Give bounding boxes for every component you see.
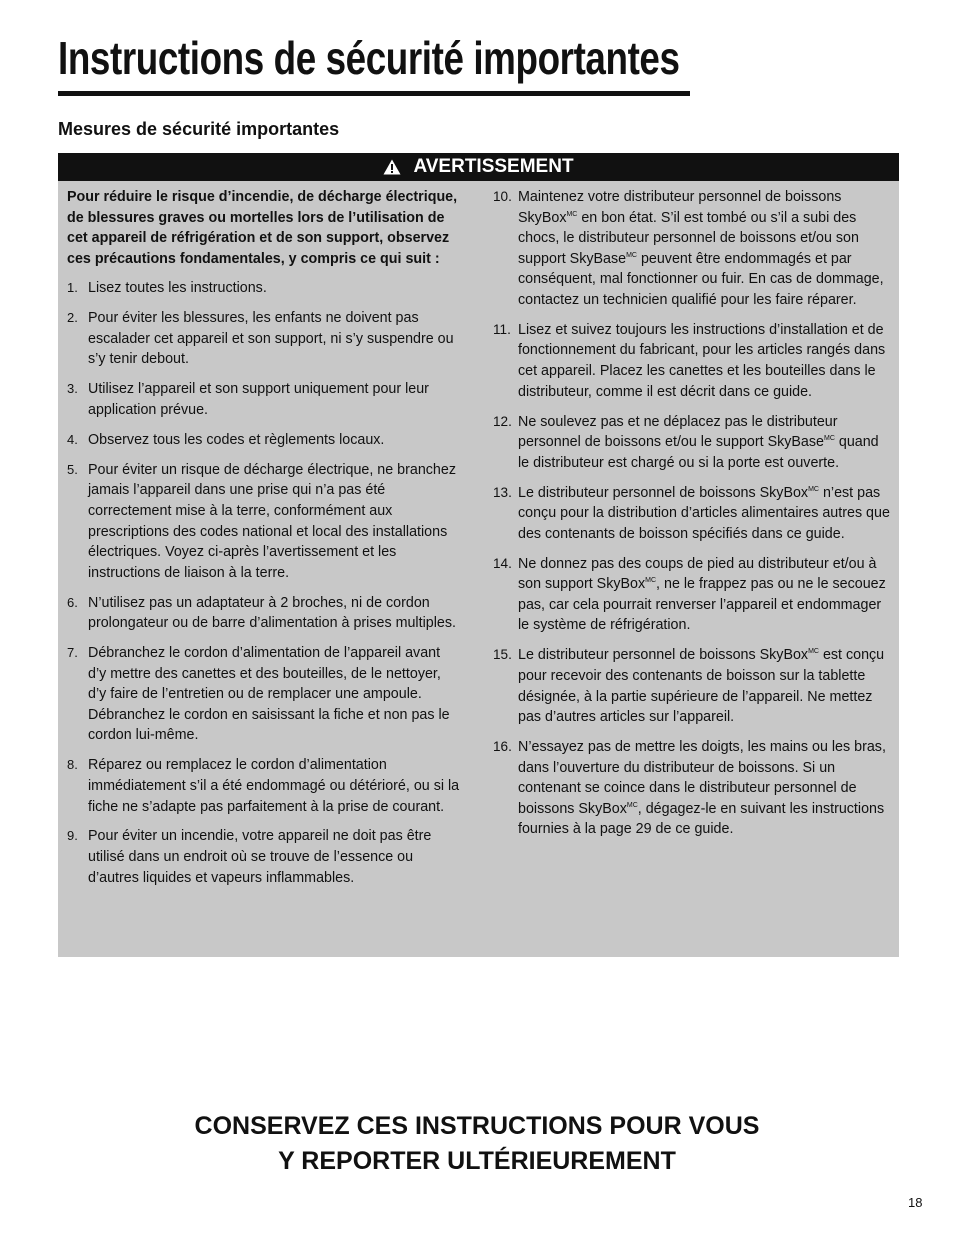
list-item: [495, 483, 893, 545]
item-text: Pour éviter les blessures, les enfants ne doivent pas escalader cet appareil et son support, ni s’y suspendre ou s’y tenir debout.: [88, 310, 454, 368]
item-text: [518, 414, 879, 471]
item-text-part: Maintenez votre distributeur personnel de boissons SkyBox: [518, 189, 842, 226]
item-number: 6.: [67, 594, 78, 610]
safety-list-left: [67, 278, 462, 888]
list-item: [67, 308, 462, 370]
item-number: 8.: [67, 757, 78, 773]
list-item: [495, 645, 893, 727]
list-item: [495, 554, 893, 636]
trademark-mark: MC: [645, 577, 657, 585]
list-item: [67, 755, 462, 817]
item-text: Observez tous les codes et règlements locaux.: [88, 431, 385, 448]
page-title: Instructions de sécurité importantes: [58, 32, 680, 84]
item-text-part: , ne le frappez pas ou ne le secouez pas, car cela pourrait renverser l’appareil et endommager le système de réfrigération.: [518, 576, 886, 634]
save-instructions-line-2: Y REPORTER ULTÉRIEUREMENT: [278, 1147, 676, 1175]
list-item: [67, 643, 462, 746]
item-text: [518, 647, 884, 725]
item-text: N’utilisez pas un adaptateur à 2 broches, ni de cordon prolongateur ou de barre d’alimentation à prises multiples.: [88, 594, 456, 632]
warning-box: [58, 153, 899, 957]
item-text: Pour éviter un incendie, votre appareil ne doit pas être utilisé dans un endroit où se trouve de l’essence ou d’autres liquides et vapeurs inflammables.: [88, 828, 432, 886]
trademark-mark: MC: [808, 648, 819, 656]
warning-header: [58, 153, 899, 181]
item-number: 9.: [67, 828, 78, 844]
item-text-part: , dégagez-le en suivant les instructions fournies à la page 29 de ce guide.: [518, 800, 885, 838]
item-number: 1.: [67, 280, 78, 296]
item-text-part: en bon état. S’il est tombé ou s’il a subi des chocs, le distributeur personnel de boissons et/ou son support SkyBase: [518, 209, 859, 267]
trademark-mark: MC: [824, 435, 835, 443]
trademark-mark: MC: [626, 801, 638, 809]
list-item: [67, 379, 462, 420]
item-text-part: N’essayez pas de mettre les doigts, les mains ou les bras, dans l’ouverture du distributeur de boissons. Si un contenant se coince dans le distributeur personnel de boissons SkyBox: [518, 739, 886, 817]
safety-list-right: [495, 187, 893, 840]
list-item: [67, 593, 462, 634]
warning-triangle-icon: [383, 159, 401, 175]
item-number: 14.: [493, 555, 512, 571]
item-text: [518, 739, 886, 837]
item-number: 5.: [67, 461, 78, 477]
trademark-mark: MC: [566, 210, 578, 218]
item-text: Lisez toutes les instructions.: [88, 280, 267, 297]
title-divider: [58, 91, 690, 96]
item-number: 12.: [493, 413, 512, 429]
warning-left-column: [67, 187, 462, 897]
item-text: Réparez ou remplacez le cordon d’alimentation immédiatement s’il a été endommagé ou détérioré, ou si la fiche ne s’adapte pas parfaitement à la prise de courant.: [88, 757, 460, 815]
item-number: 7.: [67, 645, 78, 661]
list-item: [67, 430, 462, 451]
list-item: [67, 460, 462, 584]
list-item: [67, 278, 462, 299]
warning-right-column: [495, 187, 893, 849]
item-text-part: Lisez et suivez toujours les instructions d’installation et de fonctionnement du fabricant, pour les articles rangés dans cet appareil. Placez les canettes et les bouteilles dans le distributeur, comme il est décrit dans ce guide.: [518, 321, 886, 400]
item-text-part: Ne donnez pas des coups de pied au distributeur et/ou à son support SkyBox: [518, 555, 877, 593]
item-text-part: Le distributeur personnel de boissons SkyBox: [518, 484, 809, 501]
warning-intro: Pour réduire le risque d’incendie, de décharge électrique, de blessures graves ou mortelles lors de l’utilisation de cet appareil de réfrigération et de son support, observez ces précautions fondamentales, y compris ce qui suit :: [67, 189, 458, 267]
list-item: [495, 187, 893, 311]
page-number: 18: [908, 1195, 923, 1210]
item-text-part: quand le distributeur est chargé ou si la porte est ouverte.: [518, 434, 879, 471]
item-text-part: est conçu pour recevoir des contenants de boisson sur la tablette désignée, à la partie supérieure de l’appareil. Ne mettez pas d’autres articles sur l’appareil.: [518, 647, 885, 726]
item-number: 15.: [493, 647, 512, 663]
item-text-part: peuvent être endommagés et par conséquent, mal fonctionner ou fuir. En cas de dommage, contactez un technicien qualifié pour les faire réparer.: [518, 250, 884, 308]
save-instructions-note: [0, 1109, 954, 1179]
item-text: [518, 322, 885, 400]
item-text: [518, 556, 886, 634]
item-text-part: Ne soulevez pas et ne déplacez pas le distributeur personnel de boissons et/ou le support SkyBase: [518, 413, 838, 451]
item-text: [518, 189, 884, 308]
item-number: 2.: [67, 310, 78, 326]
item-number: 13.: [493, 484, 512, 500]
warning-label: AVERTISSEMENT: [413, 156, 574, 177]
item-number: 16.: [493, 739, 512, 755]
list-item: [495, 412, 893, 474]
item-number: 3.: [67, 381, 78, 397]
save-instructions-line-1: CONSERVEZ CES INSTRUCTIONS POUR VOUS: [194, 1112, 760, 1140]
item-text-part: n’est pas conçu pour la distribution d’articles alimentaires autres que des contenants de boisson spécifiés dans ce guide.: [518, 484, 890, 542]
item-number: 11.: [493, 321, 511, 337]
section-subtitle: Mesures de sécurité importantes: [58, 119, 340, 139]
list-item: [495, 737, 893, 840]
item-text: Débranchez le cordon d’alimentation de l’appareil avant d’y mettre des canettes et des bouteilles, de le nettoyer, d’y faire de l’entretien ou de remplacer une ampoule. Débranchez le cordon en saisissant la fiche et non pas le cordon lui-même.: [88, 645, 450, 744]
item-number: 10.: [493, 189, 512, 204]
item-text-part: Le distributeur personnel de boissons SkyBox: [518, 647, 809, 664]
list-item: [67, 826, 462, 888]
trademark-mark: MC: [626, 251, 637, 259]
list-item: [495, 320, 893, 402]
item-number: 4.: [67, 431, 78, 447]
item-text: [518, 485, 890, 542]
item-text: Utilisez l’appareil et son support uniquement pour leur application prévue.: [88, 381, 429, 418]
trademark-mark: MC: [808, 485, 819, 493]
item-text: Pour éviter un risque de décharge électrique, ne branchez jamais l’appareil dans une prise qui n’a pas été correctement mise à la terre, conformément aux prescriptions des codes national et local des installations électriques. Voyez ci-après l’avertissement et les instructions de liaison à la terre.: [88, 461, 456, 581]
